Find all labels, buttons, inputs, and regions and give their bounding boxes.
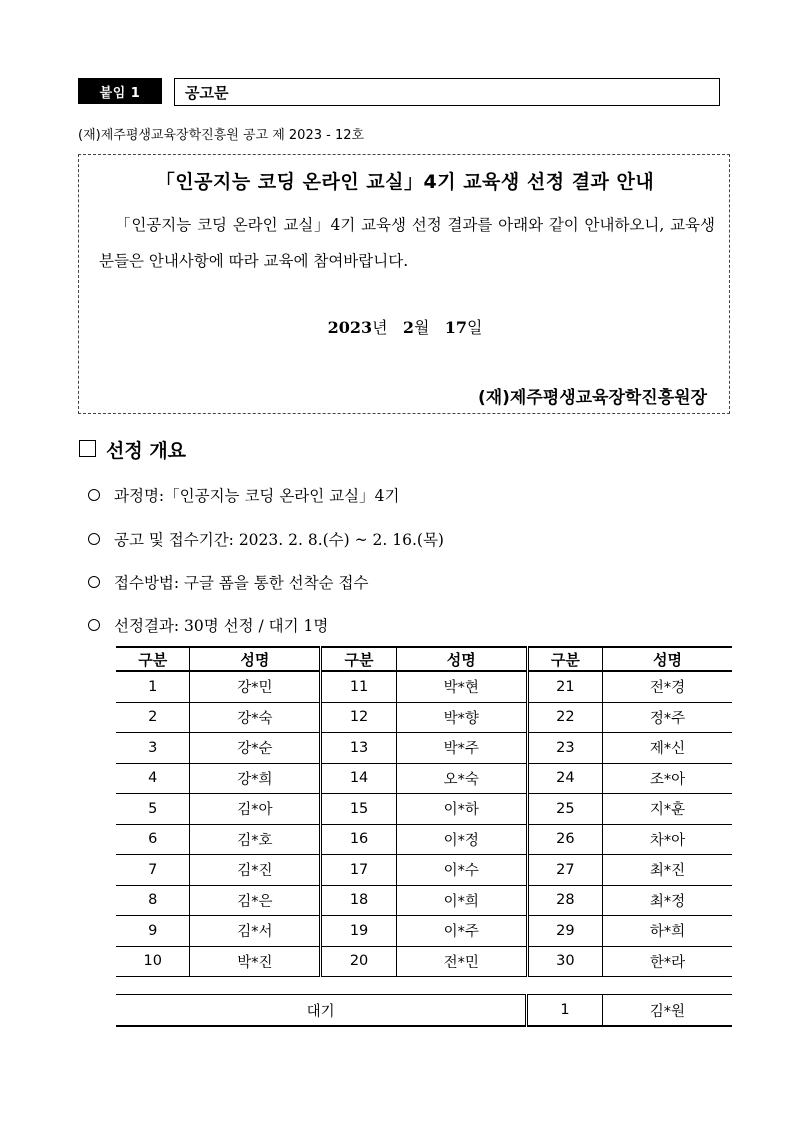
cell-number: 22 (527, 702, 602, 733)
cell-name: 이*수 (396, 855, 527, 886)
notice-number: (재)제주평생교육장학진흥원 공고 제 2023 - 12호 (78, 128, 365, 143)
cell-number: 5 (116, 794, 190, 825)
cell-name: 박*현 (396, 671, 527, 702)
cell-number: 2 (116, 702, 190, 733)
announcement-box (78, 154, 730, 414)
cell-number: 17 (321, 855, 396, 886)
date-day: 17 (444, 318, 467, 337)
cell-number: 16 (321, 824, 396, 855)
cell-number: 24 (527, 763, 602, 794)
cell-name: 강*순 (190, 733, 321, 764)
table-row (116, 946, 732, 977)
bullet-item-course (88, 484, 399, 506)
cell-name: 오*숙 (396, 763, 527, 794)
cell-number: 10 (116, 946, 190, 977)
cell-number: 12 (321, 702, 396, 733)
cell-name: 김*은 (190, 885, 321, 916)
cell-number: 30 (527, 946, 602, 977)
circle-bullet-icon (88, 576, 100, 588)
cell-number: 7 (116, 855, 190, 886)
cell-number: 25 (527, 794, 602, 825)
cell-number: 1 (116, 671, 190, 702)
table-row (116, 916, 732, 947)
bullet-text: 접수방법: 구글 폼을 통한 선착순 접수 (114, 574, 369, 592)
table-row (116, 702, 732, 733)
bullet-item-result (88, 614, 328, 636)
cell-name: 김*진 (190, 855, 321, 886)
cell-name: 이*희 (396, 885, 527, 916)
cell-name: 조*아 (603, 763, 732, 794)
cell-name: 김*아 (190, 794, 321, 825)
waitlist-number: 1 (527, 995, 603, 1027)
cell-number: 14 (321, 763, 396, 794)
cell-name: 강*희 (190, 763, 321, 794)
bullet-text: 공고 및 접수기간: 2023. 2. 8.(수) ~ 2. 16.(목) (114, 531, 444, 549)
cell-number: 21 (527, 671, 602, 702)
col-header-number: 구분 (527, 647, 602, 671)
announcement-title: 「인공지능 코딩 온라인 교실」4기 교육생 선정 결과 안내 (155, 171, 655, 193)
cell-name: 하*희 (603, 916, 732, 947)
waitlist-name: 김*원 (602, 995, 732, 1027)
table-row (116, 794, 732, 825)
date-year-unit: 년 (372, 318, 388, 337)
date-month-unit: 월 (413, 318, 430, 337)
waitlist-row (116, 995, 732, 1027)
cell-name: 박*주 (396, 733, 527, 764)
cell-number: 29 (527, 916, 602, 947)
date-year: 2023 (327, 318, 373, 337)
date-day-unit: 일 (466, 318, 483, 337)
col-header-name: 성명 (190, 647, 321, 671)
issuer-name: (재)제주평생교육장학진흥원장 (477, 388, 707, 408)
cell-name: 김*호 (190, 824, 321, 855)
cell-name: 이*하 (396, 794, 527, 825)
bullet-item-method (88, 571, 368, 593)
waitlist-label: 대기 (116, 995, 527, 1027)
table-row (116, 763, 732, 794)
cell-number: 13 (321, 733, 396, 764)
col-header-name: 성명 (603, 647, 732, 671)
cell-name: 한*라 (603, 946, 732, 977)
circle-bullet-icon (88, 533, 100, 545)
cell-name: 박*향 (396, 702, 527, 733)
checkbox-square-icon (79, 440, 96, 457)
attachment-title: 공고문 (174, 78, 720, 106)
col-header-name: 성명 (396, 647, 527, 671)
cell-number: 3 (116, 733, 190, 764)
table-row (116, 733, 732, 764)
table-header-row (116, 647, 732, 671)
waitlist-table (116, 994, 732, 1027)
cell-number: 4 (116, 763, 190, 794)
cell-number: 20 (321, 946, 396, 977)
cell-name: 최*정 (603, 885, 732, 916)
table-row (116, 855, 732, 886)
cell-name: 이*주 (396, 916, 527, 947)
announcement-date (79, 315, 731, 338)
col-header-number: 구분 (321, 647, 396, 671)
circle-bullet-icon (88, 619, 100, 631)
table-row (116, 671, 732, 702)
cell-number: 26 (527, 824, 602, 855)
bullet-text: 선정결과: 30명 선정 / 대기 1명 (114, 617, 329, 635)
cell-name: 차*아 (603, 824, 732, 855)
cell-name: 전*경 (603, 671, 732, 702)
cell-name: 김*서 (190, 916, 321, 947)
cell-name: 제*신 (603, 733, 732, 764)
cell-number: 28 (527, 885, 602, 916)
cell-name: 전*민 (396, 946, 527, 977)
cell-number: 9 (116, 916, 190, 947)
date-month: 2 (402, 318, 414, 337)
section-title: 선정 개요 (106, 440, 187, 462)
attachment-badge: 붙임 1 (78, 78, 162, 104)
cell-name: 최*진 (603, 855, 732, 886)
cell-name: 강*숙 (190, 702, 321, 733)
cell-number: 8 (116, 885, 190, 916)
table-row (116, 885, 732, 916)
cell-number: 18 (321, 885, 396, 916)
cell-name: 이*정 (396, 824, 527, 855)
selection-table (116, 646, 732, 977)
cell-number: 15 (321, 794, 396, 825)
cell-number: 27 (527, 855, 602, 886)
cell-number: 19 (321, 916, 396, 947)
cell-name: 박*진 (190, 946, 321, 977)
cell-number: 23 (527, 733, 602, 764)
bullet-text: 과정명:「인공지능 코딩 온라인 교실」4기 (114, 487, 400, 505)
cell-number: 11 (321, 671, 396, 702)
cell-name: 정*주 (603, 702, 732, 733)
cell-name: 지*훈 (603, 794, 732, 825)
circle-bullet-icon (88, 489, 100, 501)
cell-number: 6 (116, 824, 190, 855)
table-row (116, 824, 732, 855)
cell-name: 강*민 (190, 671, 321, 702)
bullet-item-period (88, 528, 444, 550)
announcement-body: 「인공지능 코딩 온라인 교실」4기 교육생 선정 결과를 아래와 같이 안내하오니, 교육생분들은 안내사항에 따라 교육에 참여바랍니다. (99, 216, 715, 270)
col-header-number: 구분 (116, 647, 190, 671)
